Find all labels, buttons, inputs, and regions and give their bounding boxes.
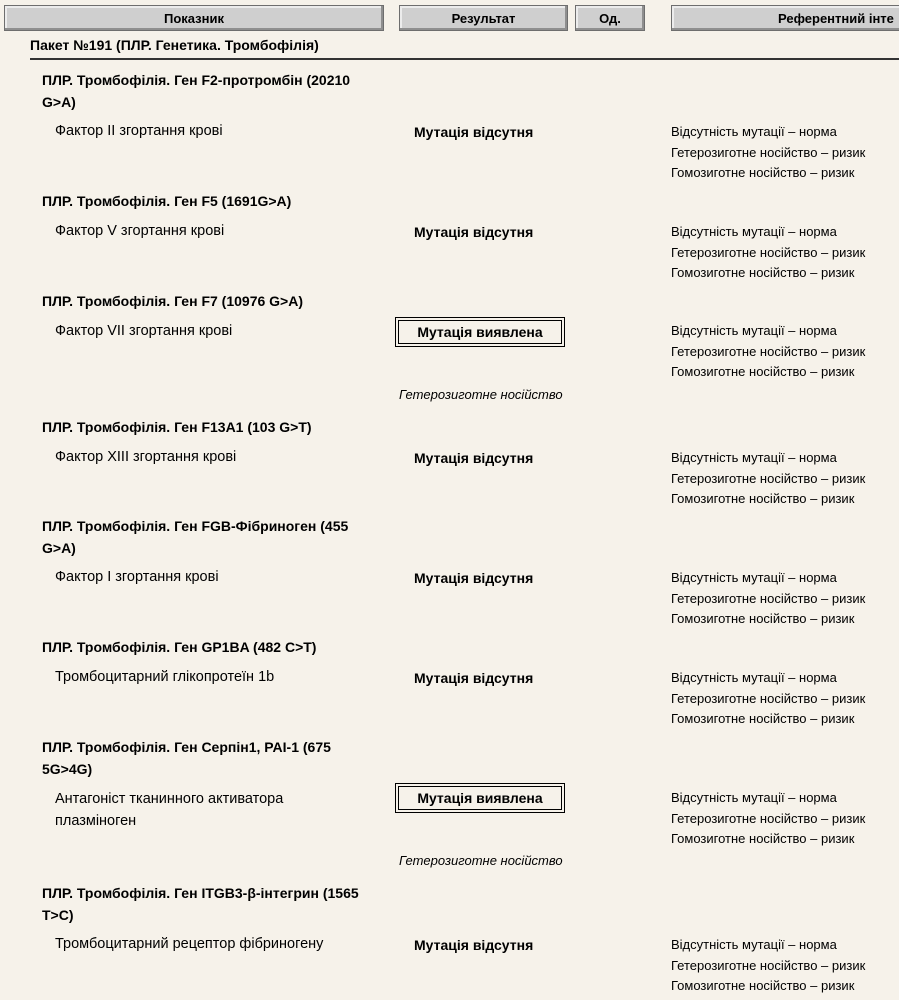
ref-absent: Відсутність мутації – норма <box>671 570 837 585</box>
indicator-fgb: Фактор I згортання крові <box>55 569 219 585</box>
column-header-unit-label: Од. <box>599 10 621 26</box>
ref-hetero: Гетерозиготне носійство – ризик <box>671 590 866 606</box>
section-title-itgb3: ПЛР. Тромбофілія. Ген ITGB3-β-інтегрин (1565 T>C) <box>42 885 359 923</box>
ref-absent: Відсутність мутації – норма <box>671 450 837 465</box>
section-title-fgb: ПЛР. Тромбофілія. Ген FGB-Фібриноген (455 G>A) <box>42 518 349 556</box>
ref-absent: Відсутність мутації – норма <box>671 670 837 685</box>
result-serpin1: Мутація виявлена <box>417 790 543 806</box>
note-f7: Гетерозиготне носійство <box>399 387 563 402</box>
column-header-reference-label: Референтний інте <box>778 10 894 26</box>
ref-hetero: Гетерозиготне носійство – ризик <box>671 690 866 706</box>
result-itgb3: Мутація відсутня <box>414 937 534 953</box>
result-f7-box <box>395 317 565 347</box>
reference-gp1ba <box>671 668 865 730</box>
result-f5: Мутація відсутня <box>414 224 534 240</box>
reference-serpin1 <box>671 788 865 850</box>
ref-hetero: Гетерозиготне носійство – ризик <box>671 810 866 826</box>
reference-f5 <box>671 222 865 284</box>
ref-homo: Гомозиготне носійство – ризик <box>671 491 855 506</box>
section-title-f7: ПЛР. Тромбофілія. Ген F7 (10976 G>A) <box>42 293 303 309</box>
indicator-f7: Фактор VII згортання крові <box>55 323 233 339</box>
ref-absent: Відсутність мутації – норма <box>671 224 837 239</box>
ref-absent: Відсутність мутації – норма <box>671 790 837 805</box>
indicator-f13a1: Фактор XIII згортання крові <box>55 449 237 465</box>
section-title-f5: ПЛР. Тромбофілія. Ген F5 (1691G>A) <box>42 193 292 209</box>
ref-absent: Відсутність мутації – норма <box>671 124 837 139</box>
column-header-result-label: Результат <box>451 10 516 26</box>
column-header-indicator-label: Показник <box>164 10 224 26</box>
section-title-f13a1: ПЛР. Тромбофілія. Ген F13A1 (103 G>T) <box>42 419 312 435</box>
package-divider <box>30 58 899 60</box>
ref-homo: Гомозиготне носійство – ризик <box>671 711 855 726</box>
ref-hetero: Гетерозиготне носійство – ризик <box>671 144 866 160</box>
reference-fgb <box>671 568 865 630</box>
ref-hetero: Гетерозиготне носійство – ризик <box>671 343 866 359</box>
indicator-serpin1: Антагоніст тканинного активатора плазміноген <box>55 791 284 829</box>
result-serpin1-box <box>395 783 565 813</box>
ref-hetero: Гетерозиготне носійство – ризик <box>671 244 866 260</box>
reference-itgb3 <box>671 935 865 997</box>
indicator-itgb3: Тромбоцитарний рецептор фібриногену <box>55 936 324 952</box>
column-header-indicator <box>4 5 384 31</box>
ref-hetero: Гетерозиготне носійство – ризик <box>671 470 866 486</box>
ref-homo: Гомозиготне носійство – ризик <box>671 364 855 379</box>
ref-hetero: Гетерозиготне носійство – ризик <box>671 957 866 973</box>
result-gp1ba: Мутація відсутня <box>414 670 534 686</box>
reference-f13a1 <box>671 448 865 510</box>
reference-f2 <box>671 122 865 184</box>
package-title: Пакет №191 (ПЛР. Генетика. Тромбофілія) <box>30 37 319 53</box>
ref-homo: Гомозиготне носійство – ризик <box>671 978 855 993</box>
section-title-serpin1: ПЛР. Тромбофілія. Ген Серпін1, PAI-1 (675 5G>4G) <box>42 739 331 777</box>
section-title-f2: ПЛР. Тромбофілія. Ген F2-протромбін (20210 G>A) <box>42 72 351 110</box>
result-f2: Мутація відсутня <box>414 124 534 140</box>
ref-absent: Відсутність мутації – норма <box>671 937 837 952</box>
ref-homo: Гомозиготне носійство – ризик <box>671 265 855 280</box>
column-header-unit <box>575 5 645 31</box>
indicator-f2: Фактор II згортання крові <box>55 123 223 139</box>
ref-absent: Відсутність мутації – норма <box>671 323 837 338</box>
ref-homo: Гомозиготне носійство – ризик <box>671 165 855 180</box>
note-serpin1: Гетерозиготне носійство <box>399 853 563 868</box>
result-fgb: Мутація відсутня <box>414 570 534 586</box>
result-f13a1: Мутація відсутня <box>414 450 534 466</box>
column-header-result <box>399 5 568 31</box>
indicator-gp1ba: Тромбоцитарний глікопротеїн 1b <box>55 669 275 685</box>
column-header-reference <box>671 5 899 31</box>
section-title-gp1ba: ПЛР. Тромбофілія. Ген GP1BA (482 C>T) <box>42 639 317 655</box>
ref-homo: Гомозиготне носійство – ризик <box>671 611 855 626</box>
indicator-f5: Фактор V згортання крові <box>55 223 225 239</box>
reference-f7 <box>671 321 865 383</box>
ref-homo: Гомозиготне носійство – ризик <box>671 831 855 846</box>
result-f7: Мутація виявлена <box>417 324 543 340</box>
